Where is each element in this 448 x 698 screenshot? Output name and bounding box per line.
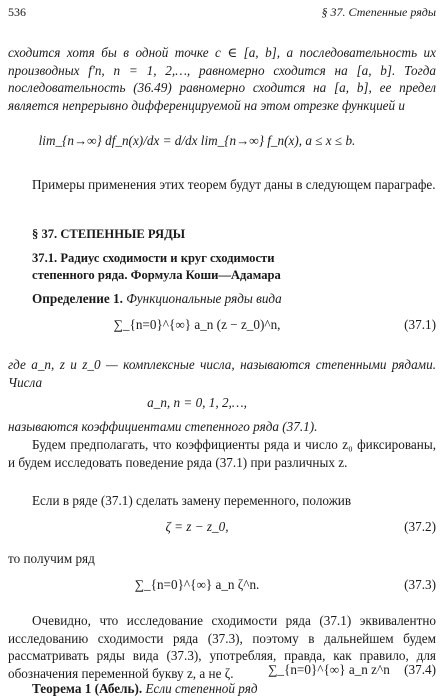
paragraph-theorem-conditions: сходится хотя бы в одной точке c ∈ [a, b], а последовательность их производных f′n, n = 1, 2,…, равномерно сходится на [a, b]. Тогда последовательность (36.49) равномерно сходится на [a, b], ее предел является непрерывно дифференцируемой на этом отрезке функцией и bbox=[8, 45, 436, 113]
formula-37-2 bbox=[8, 518, 436, 554]
formula-limit-derivative bbox=[8, 132, 436, 168]
formula-37-3 bbox=[8, 576, 436, 612]
paragraph-get-series: то получим ряд bbox=[8, 551, 95, 566]
paragraph-equivalence: Очевидно, что исследование сходимости ряда (37.1) эквивалентно исследованию сходимости ряда (37.3), поэтому в дальнейшем будем рассматривать ряды вида (37.3), употребляя, правда, как правило, для обозначения переменной букву z, а не ζ. bbox=[8, 613, 436, 681]
formula-37-4-text: ∑_{n=0}^{∞} a_n z^n bbox=[268, 662, 390, 677]
paragraph-coefficients: называются коэффициентами степенного ряда (37.1). bbox=[8, 419, 318, 434]
paragraph-substitution: Если в ряде (37.1) сделать замену переменного, положив bbox=[32, 493, 352, 508]
formula-37-3-text: ∑_{n=0}^{∞} a_n ζ^n. bbox=[134, 577, 260, 592]
formula-37-1 bbox=[8, 316, 436, 352]
running-title: § 37. Степенные ряды bbox=[321, 5, 436, 19]
equation-number-37-4: (37.4) bbox=[404, 662, 436, 677]
definition-text: Функциональные ряды вида bbox=[126, 291, 282, 306]
subsection-title-line1: 37.1. Радиус сходимости и круг сходимости bbox=[32, 251, 275, 265]
paragraph-examples: Примеры применения этих теорем будут даны в следующем параграфе. bbox=[32, 177, 436, 192]
definition-1 bbox=[32, 290, 436, 308]
page-header bbox=[8, 4, 436, 20]
equation-number-37-1: (37.1) bbox=[404, 317, 436, 332]
definition-label: Определение 1. bbox=[32, 291, 123, 306]
formula-limit-derivative-text: lim_{n→∞} df_n(x)/dx = d/dx lim_{n→∞} f_n(x), a ≤ x ≤ b. bbox=[38, 133, 356, 148]
paragraph-assumption: Будем предполагать, что коэффициенты ряда и число z₀ фиксированы, и будем исследовать поведение ряда (37.1) при различных z. bbox=[8, 437, 436, 470]
section-title: § 37. СТЕПЕННЫЕ РЯДЫ bbox=[32, 227, 186, 241]
formula-coefficients-text: a_n, n = 0, 1, 2,…, bbox=[147, 395, 247, 410]
subsection-title-line2: степенного ряда. Формула Коши—Адамара bbox=[32, 268, 281, 282]
formula-37-2-text: ζ = z − z_0, bbox=[165, 519, 229, 534]
equation-number-37-3: (37.3) bbox=[404, 577, 436, 592]
equation-number-37-2: (37.2) bbox=[404, 519, 436, 534]
paragraph-power-series-definition: где a_n, z и z_0 — комплексные числа, называются степенными рядами. Числа bbox=[8, 357, 436, 390]
theorem-label: Теорема 1 (Абель). bbox=[32, 681, 143, 696]
theorem-text: Если степенной ряд bbox=[145, 681, 258, 696]
theorem-1 bbox=[32, 680, 436, 698]
formula-37-1-text: ∑_{n=0}^{∞} a_n (z − z_0)^n, bbox=[113, 317, 281, 332]
page-number: 536 bbox=[8, 5, 26, 19]
